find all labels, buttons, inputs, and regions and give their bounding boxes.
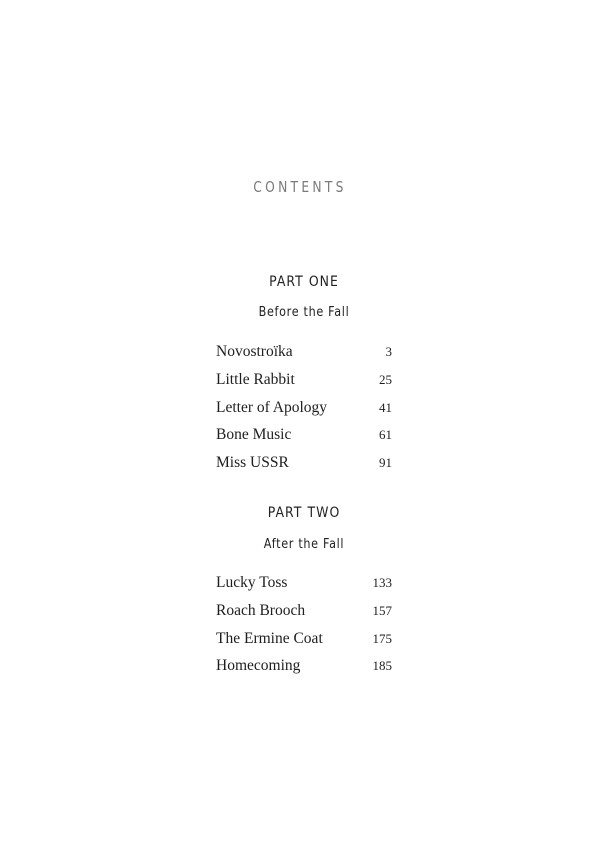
toc-entry-title: Novostroïka [216, 343, 293, 360]
toc-entry-title: The Ermine Coat [216, 629, 323, 647]
toc-entry-page: 3 [385, 344, 392, 359]
toc-entry-page: 175 [372, 630, 392, 646]
part-two-toc-list [216, 574, 392, 685]
toc-entry[interactable] [216, 371, 392, 399]
toc-entry-page: 25 [379, 371, 392, 387]
toc-entry-title: Little Rabbit [216, 370, 295, 388]
toc-entry-page: 133 [372, 575, 392, 590]
toc-entry-title: Roach Brooch [216, 601, 306, 619]
toc-entry[interactable] [216, 454, 392, 482]
toc-entry-title: Letter of Apology [216, 398, 328, 416]
toc-entry[interactable] [216, 426, 392, 454]
part-one-toc-list [216, 343, 392, 482]
toc-entry-title: Homecoming [216, 657, 301, 675]
toc-entry-title: Bone Music [216, 426, 292, 444]
toc-entry[interactable] [216, 343, 392, 371]
toc-entry[interactable] [216, 399, 392, 427]
part-two-heading: PART TWO [267, 505, 341, 521]
part-one-heading: PART ONE [269, 274, 339, 290]
toc-entry-title: Lucky Toss [216, 574, 288, 591]
toc-entry-page: 41 [379, 399, 392, 415]
toc-entry[interactable] [216, 630, 392, 658]
toc-entry[interactable] [216, 657, 392, 685]
toc-entry-page: 185 [372, 658, 392, 674]
toc-entry-page: 61 [379, 427, 392, 443]
toc-entry-page: 157 [372, 602, 392, 618]
contents-title: CONTENTS [253, 178, 347, 196]
part-one-subtitle: Before the Fall [258, 305, 350, 320]
toc-entry[interactable] [216, 602, 392, 630]
toc-entry-title: Miss USSR [216, 454, 289, 472]
toc-entry-page: 91 [379, 455, 392, 471]
part-two-subtitle: After the Fall [263, 537, 345, 552]
toc-entry[interactable] [216, 574, 392, 602]
